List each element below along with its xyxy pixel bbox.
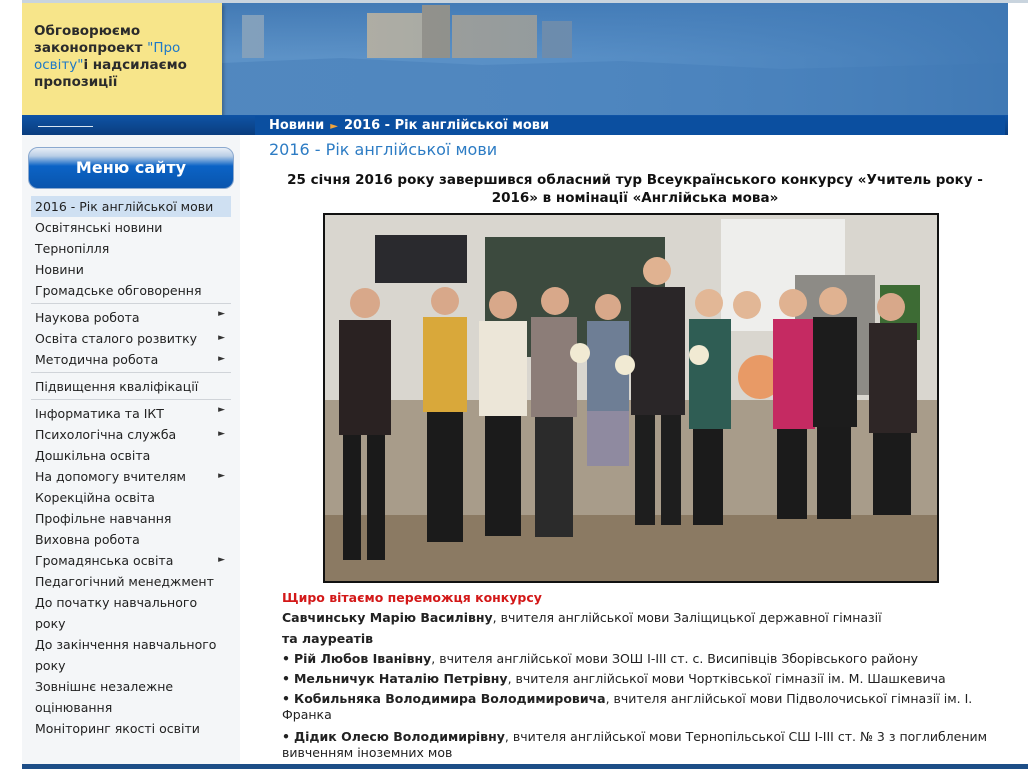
sidebar-item-external-testing[interactable] [31, 676, 231, 718]
winner-description: , вчителя англійської мови Заліщицької державної гімназії [492, 610, 882, 625]
laureate-description: , вчителя англійської мови Тернопільської СШ І-ІІІ ст. № 3 з поглибленим вивченням іноземних мов [282, 729, 988, 760]
sidebar-item-label: Громадське обговорення [35, 283, 202, 298]
sidebar-item-label: Педагогічний менеджмент [35, 574, 214, 589]
submenu-arrow-icon: ► [218, 405, 225, 415]
laureate-name: Дідик Олесю Володимирівну [293, 729, 505, 744]
sidebar-item-label: Виховна робота [35, 532, 140, 547]
sidebar-item-label: Наукова робота [35, 310, 140, 325]
laureate-item [282, 729, 992, 761]
sidebar-item-qualification[interactable] [31, 372, 231, 397]
sticky-note-announcement[interactable] [22, 3, 222, 119]
sidebar-item-civic-education[interactable] [31, 550, 231, 571]
announcement-link[interactable]: "Про освіту" [34, 40, 181, 73]
sidebar-item-psychological-service[interactable] [31, 424, 231, 445]
sidebar-item-label: Профільне навчання [35, 511, 172, 526]
sidebar-item-correctional[interactable] [31, 487, 231, 508]
sidebar-item-quality-monitoring[interactable] [31, 718, 231, 739]
laureate-name: Кобильняка Володимира Володимировича [293, 691, 606, 706]
sidebar-item-label: 2016 - Рік англійської мови [35, 199, 214, 214]
bullet-icon: • [282, 691, 290, 706]
laureates-label: та лауреатів [282, 631, 374, 646]
submenu-arrow-icon: ► [218, 354, 225, 364]
laureate-name: Рій Любов Іванівну [293, 651, 432, 666]
submenu-arrow-icon: ► [218, 429, 225, 439]
laureate-description: , вчителя англійської мови Підволочиської гімназії ім. І. Франка [282, 691, 973, 722]
announcement-line1: Обговорюємо [34, 23, 141, 39]
group-photo [323, 213, 939, 583]
article-lead: 25 січня 2016 року завершився обласний тур Всеукраїнського конкурсу «Учитель року - 2016» в номінації «Англійська мова» [287, 172, 983, 206]
sidebar-item-year-start[interactable] [31, 592, 231, 634]
sidebar-item-scientific-work[interactable] [31, 303, 231, 328]
winner-name: Савчинську Марію Василівну [282, 610, 493, 625]
sidebar-item-english-year[interactable] [31, 196, 231, 217]
announcement-line3: і надсилаємо пропозиції [34, 57, 187, 90]
bullet-icon: • [282, 651, 290, 666]
sidebar-item-year-end[interactable] [31, 634, 231, 676]
sidebar-menu [31, 196, 231, 739]
header-city-photo [222, 3, 1008, 115]
group-photo-image [325, 215, 937, 581]
sidebar-item-label: Освіта сталого розвитку [35, 331, 198, 346]
page-right-margin [1008, 3, 1028, 763]
sidebar-item-methodical-work[interactable] [31, 349, 231, 370]
sidebar-item-label: Підвищення кваліфікації [35, 379, 199, 394]
sidebar-item-label: До закінчення навчального року [35, 637, 217, 673]
sidebar-item-education-news[interactable] [31, 217, 231, 259]
announcement-line2: законопроект [34, 40, 148, 56]
laureate-description: , вчителя англійської мови Чортківської гімназії ім. М. Шашкевича [507, 671, 946, 686]
sidebar-item-label: Громадянська освіта [35, 553, 174, 568]
laureate-item [282, 649, 992, 669]
submenu-arrow-icon: ► [218, 309, 225, 319]
submenu-arrow-icon: ► [218, 333, 225, 343]
sidebar-item-label: На допомогу вчителям [35, 469, 186, 484]
congratulations-heading: Щиро вітаємо переможця конкурсу [282, 590, 542, 605]
sidebar-item-label: Новини [35, 262, 84, 277]
sidebar-item-label: Корекційна освіта [35, 490, 155, 505]
sidebar-item-label: Психологічна служба [35, 427, 177, 442]
sidebar-item-label: Інформатика та ІКТ [35, 406, 164, 421]
sidebar-item-informatics[interactable] [31, 399, 231, 424]
breadcrumb-current[interactable]: 2016 - Рік англійської мови [343, 118, 550, 133]
sidebar-item-label: Освітянські новини Тернопілля [35, 220, 163, 256]
submenu-arrow-icon: ► [218, 471, 225, 481]
sidebar-item-label: Методична робота [35, 352, 159, 367]
sidebar-item-preschool[interactable] [31, 445, 231, 466]
sidebar-item-label: Моніторинг якості освіти [35, 721, 200, 736]
menu-title: Меню сайту [28, 147, 234, 189]
submenu-arrow-icon: ► [218, 555, 225, 565]
laureate-item [282, 669, 992, 689]
sidebar-item-label: Зовнішнє незалежне оцінювання [35, 679, 174, 715]
laureate-description: , вчителя англійської мови ЗОШ І-ІІІ ст. с. Висипівців Зборівського району [431, 651, 919, 666]
breadcrumb [255, 116, 1005, 135]
header-divider-line [38, 126, 93, 127]
sidebar-item-profile-training[interactable] [31, 508, 231, 529]
breadcrumb-arrow-icon: ► [330, 121, 338, 132]
sidebar-item-sustainable-development[interactable] [31, 328, 231, 349]
page-left-margin [0, 0, 22, 769]
window-bottom-bar [22, 764, 1028, 769]
sidebar-item-upbringing[interactable] [31, 529, 231, 550]
article-body [282, 588, 992, 761]
sidebar-item-public-discussion[interactable] [31, 280, 231, 301]
laureate-item [282, 691, 992, 723]
page-title: 2016 - Рік англійської мови [269, 140, 498, 159]
sidebar-item-teacher-help[interactable] [31, 466, 231, 487]
sidebar-item-label: Дошкільна освіта [35, 448, 151, 463]
announcement-text[interactable] [34, 23, 214, 91]
bullet-icon: • [282, 729, 290, 744]
bullet-icon: • [282, 671, 290, 686]
breadcrumb-home-link[interactable]: Новини [269, 118, 325, 133]
sidebar-item-label: До початку навчального року [35, 595, 198, 631]
winner-paragraph [282, 608, 992, 628]
laureate-name: Мельничук Наталію Петрівну [293, 671, 508, 686]
sidebar-item-news[interactable] [31, 259, 231, 280]
sidebar-item-management[interactable] [31, 571, 231, 592]
